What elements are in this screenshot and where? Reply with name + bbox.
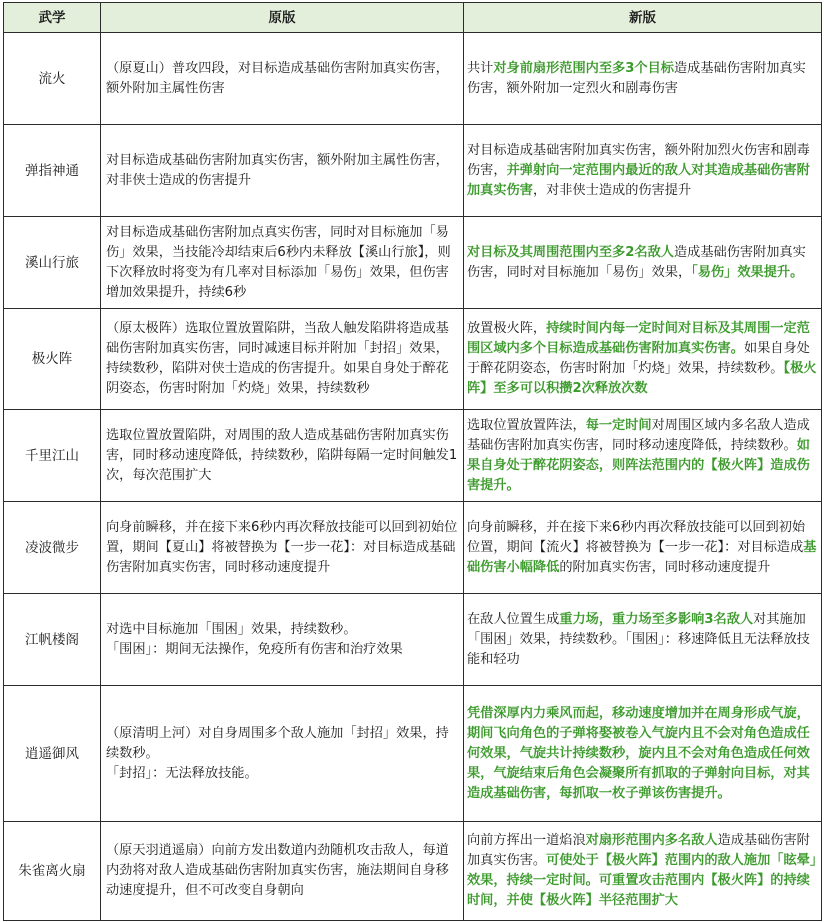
header-new: 新版	[464, 3, 822, 33]
highlighted-change-text: 每一定时间	[585, 417, 652, 433]
table-row	[4, 822, 822, 921]
description-text: 的附加真实伤害，同时移动速度提升	[559, 559, 771, 575]
highlighted-change-text: 【极火阵】至多可以积攒2次释放次数	[467, 361, 817, 396]
table-row	[4, 217, 822, 309]
skill-name: 千里江山	[4, 410, 101, 502]
new-description	[464, 33, 822, 125]
skill-name: 流火	[4, 33, 101, 125]
highlighted-change-text: 对扇形范围内多名敌人	[585, 833, 718, 848]
skill-name: 溪山行旅	[4, 217, 101, 309]
description-text: 放置极火阵，	[467, 321, 547, 336]
description-text: 对目标造成基础害附加真实伤害，额外附加烈火伤害和剧毒伤害，	[467, 142, 810, 178]
description-text: ，对非侠士造成的伤害提升	[532, 182, 692, 198]
highlighted-change-text: 对身前扇形范围内至多3个目标	[493, 60, 674, 76]
description-text: 造成基础伤害附加真实伤害。	[467, 833, 810, 868]
header-original: 原版	[101, 3, 464, 33]
description-text: 对周围区域内多名敌人造成基础伤害附加真实伤害，同时移动速度降低，持续数秒。	[467, 417, 810, 453]
original-description: （原天羽逍遥扇）向前方发出数道内劲随机攻击敌人，每道内劲将对敌人造成基础伤害附加真实伤害，施法期间自身移动速度提升，但不可改变自身朝向	[101, 822, 464, 921]
description-text: 造成基础伤害附加真实伤害，同时对目标施加「易伤」效果，	[467, 244, 806, 280]
original-description: （原清明上河）对自身周围多个敌人施加「封招」效果，持续数秒。 「封招」：无法释放技能。	[101, 686, 464, 822]
table-row	[4, 309, 822, 410]
new-description	[464, 125, 822, 217]
new-description	[464, 822, 822, 921]
highlighted-change-text: 持续时间内每一定时间对目标及其周围一定范围区域内多个目标造成基础伤害附加真实伤害。	[467, 321, 810, 356]
new-description	[464, 502, 822, 594]
new-description	[464, 217, 822, 309]
table-row	[4, 502, 822, 594]
description-text: 共计	[467, 60, 494, 76]
original-description: （原夏山）普攻四段，对目标造成基础伤害附加真实伤害，额外附加主属性伤害	[101, 33, 464, 125]
table-row	[4, 410, 822, 502]
table-header-row	[4, 3, 822, 33]
table-row	[4, 33, 822, 125]
skill-name: 江帆楼阁	[4, 594, 101, 686]
original-description: 对选中目标施加「围困」效果，持续数秒。 「围困」：期间无法操作，免疫所有伤害和治疗效果	[101, 594, 464, 686]
table-row	[4, 125, 822, 217]
original-description: （原太极阵）选取位置放置陷阱，当敌人触发陷阱将造成基础伤害附加真实伤害，同时减速目标并附加「封招」效果，持续数秒，陷阱对侠士造成的伤害提升。如果自身处于醉花阴姿态，伤害时附加「灼烧」效果，持续数秒	[101, 309, 464, 410]
description-text: 如果自身处于醉花阴姿态，伤害时附加「灼烧」效果，持续数秒。	[467, 341, 810, 376]
highlighted-change-text: 凭借深厚内力乘风而起，移动速度增加并在周身形成气旋，期间飞向角色的子弹将娶被卷入气旋内且不会对角色造成任何效果，气旋共计持续数秒，旋内且不会对角色造成任何效果，气旋结束后角色会凝聚所有抓取的子弹射向目标，对其造成基础伤害，每抓取一枚子弹该伤害提升。	[467, 705, 810, 801]
highlighted-change-text: 可使处于【极火阵】范围内的敌人施加「眩晕」效果，持续一定时间。可重置攻击范围内【极火阵】的持续时间，并使【极火阵】半径范围扩大	[467, 853, 817, 908]
new-description	[464, 309, 822, 410]
highlighted-change-text: 基础伤害小幅降低	[467, 539, 817, 575]
highlighted-change-text: 「易伤」效果提升。	[691, 264, 804, 280]
original-description: 向身前瞬移，并在接下来6秒内再次释放技能可以回到初始位置，期间【夏山】将被替换为【一步一花】：对目标造成基础伤害附加真实伤害，同时移动速度提升	[101, 502, 464, 594]
description-text: 造成基础伤害附加真实伤害，额外附加一定烈火和剧毒伤害	[467, 60, 806, 96]
skill-name: 极火阵	[4, 309, 101, 410]
description-text: 选取位置放置阵法，	[467, 417, 586, 433]
description-text: 在敌人位置生成	[467, 611, 560, 627]
highlighted-change-text: 重力场，重力场至多影响3名敌人	[559, 611, 754, 627]
header-skill: 武学	[4, 3, 101, 33]
description-text: 对其施加「围困」效果，持续数秒。「围困」：移速降低且无法释放技能和轻功	[467, 611, 810, 667]
skill-comparison-table	[3, 2, 822, 921]
table-row	[4, 686, 822, 822]
description-text: 向身前瞬移，并在接下来6秒内再次释放技能可以回到初始位置，期间【流火】将被替换为【一步一花】：对目标造成	[467, 519, 806, 555]
skill-name: 凌波微步	[4, 502, 101, 594]
highlighted-change-text: 并弹射向一定范围内最近的敌人对其造成基础伤害附加真实伤害	[467, 162, 810, 198]
new-description	[464, 686, 822, 822]
table-row	[4, 594, 822, 686]
description-text: 向前方挥出一道焰浪	[467, 833, 586, 848]
new-description	[464, 594, 822, 686]
original-description: 对目标造成基础伤害附加真实伤害，额外附加主属性伤害，对非侠士造成的伤害提升	[101, 125, 464, 217]
skill-name: 朱雀离火扇	[4, 822, 101, 921]
skill-name: 逍遥御风	[4, 686, 101, 822]
original-description: 选取位置放置陷阱，对周围的敌人造成基础伤害附加真实伤害，同时移动速度降低，持续数秒，陷阱每隔一定时间触发1次，每次范围扩大	[101, 410, 464, 502]
new-description	[464, 410, 822, 502]
skill-name: 弹指神通	[4, 125, 101, 217]
highlighted-change-text: 如果自身处于醉花阴姿态，则阵法范围内的【极火阵】造成伤害提升。	[467, 437, 810, 493]
highlighted-change-text: 对目标及其周围范围内至多2名敌人	[467, 244, 674, 260]
original-description: 对目标造成基础伤害附加点真实伤害，同时对目标施加「易伤」效果，当技能冷却结束后6秒内未释放【溪山行旅】，则下次释放时将变为有几率对目标添加「易伤」效果，但伤害增加效果提升，持续6秒	[101, 217, 464, 309]
